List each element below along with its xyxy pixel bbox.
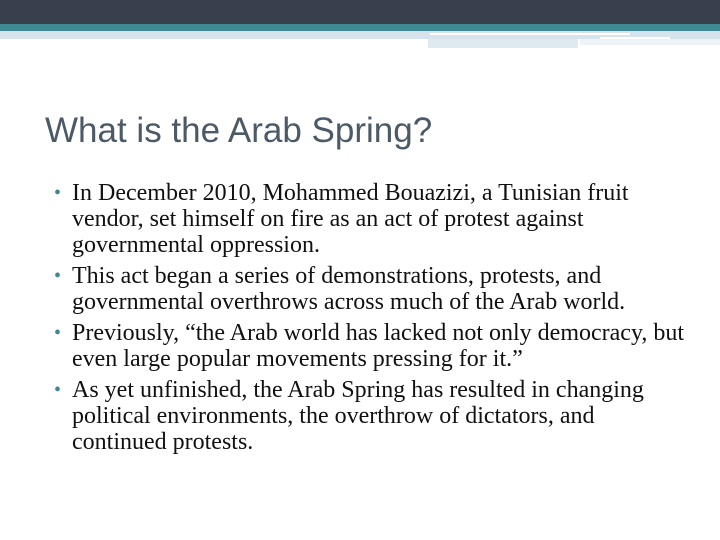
bullet-icon: • [54, 182, 62, 204]
bullet-icon: • [54, 322, 62, 344]
header-accent-line-short [600, 37, 670, 39]
bullet-text: As yet unfinished, the Arab Spring has resulted in changing political environments, the overthrow of dictators, and continued protests. [72, 377, 644, 455]
header-step-block [428, 39, 578, 48]
header-dark-bar [0, 0, 720, 24]
bullet-text: Previously, “the Arab world has lacked not only democracy, but even large popular movements pressing for it.” [72, 320, 685, 372]
bullet-text: This act began a series of demonstrations, protests, and governmental overthrows across much of the Arab world. [72, 263, 626, 315]
header-step-edge [580, 39, 720, 45]
bullet-item [50, 320, 690, 372]
bullet-icon: • [54, 379, 62, 401]
bullet-icon: • [54, 265, 62, 287]
bullet-item [50, 263, 690, 315]
bullet-item [50, 377, 690, 455]
header-accent-line [430, 33, 630, 35]
bullet-text: In December 2010, Mohammed Bouazizi, a Tunisian fruit vendor, set himself on fire as an act of protest against governmental oppression. [72, 180, 629, 258]
header-teal-bar [0, 24, 720, 31]
bullet-item [50, 180, 690, 258]
bullet-list [50, 180, 690, 460]
slide-title: What is the Arab Spring? [45, 111, 433, 150]
